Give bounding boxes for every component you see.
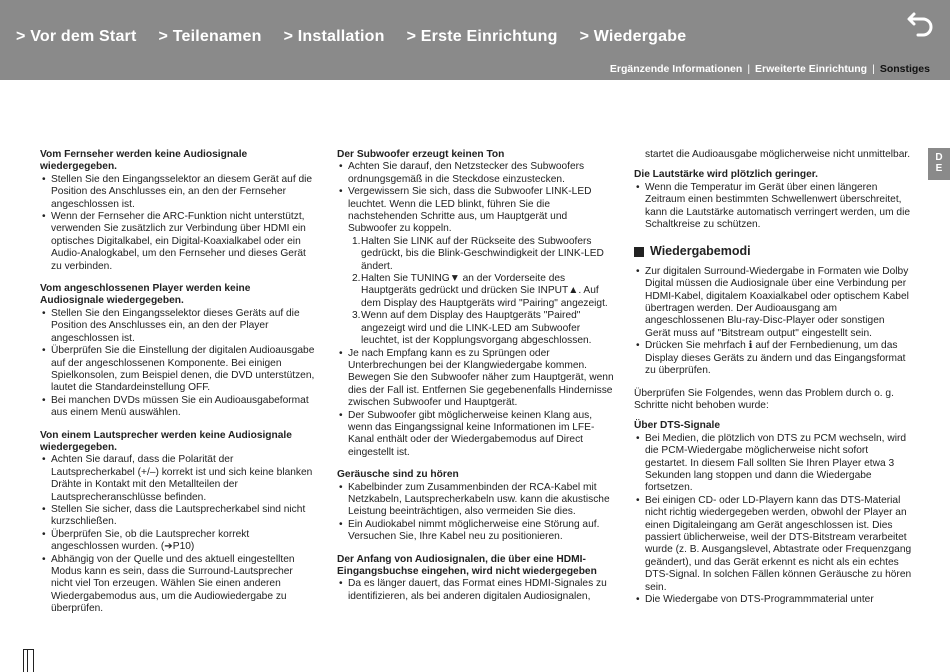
nav-teilenamen[interactable]: > Teilenamen xyxy=(158,28,262,45)
list-item: • Bei manchen DVDs müssen Sie ein Audioausgabeformat aus einem Menü auswählen. xyxy=(40,395,315,420)
list-item: • Achten Sie darauf, dass die Polarität der Lautsprecherkabel (+/–) korrekt ist und sich keine blanken Drähte in Kontakt mit den Metallteilen der Lautsprecheranschlüsse befinden. xyxy=(40,454,315,504)
bullet-list xyxy=(337,161,615,235)
list-item: • Da es länger dauert, das Format eines HDMI-Signales zu identifizieren, als bei anderen digitalen Audiosignalen, xyxy=(337,578,615,603)
page-corner-mark-icon xyxy=(23,649,34,672)
list-item: • Wenn die Temperatur im Gerät über einen längeren Zeitraum einen bestimmten Schwellenwert überschreitet, kann die Lautstärke automatisch verringert werden, um die Schaltkreise zu schützen. xyxy=(634,182,912,232)
list-item: • Bei Medien, die plötzlich von DTS zu PCM wechseln, wird die PCM-Wiedergabe möglicherweise nicht sofort gestartet. In diesem Fall sollten Sie Ihren Player etwa 3 Sekunden lang stoppen und dann die Wiedergabe fortsetzen. xyxy=(634,433,912,495)
list-item: • Stellen Sie den Eingangsselektor an diesem Gerät auf die Position des Anschlusses ein, an den der Fernseher angeschlossen ist. xyxy=(40,174,315,211)
step-text: Halten Sie TUNING▼ an der Vorderseite des Hauptgeräts gedrückt und drücken Sie INPUT▲. Auf dem Display des Hauptgeräts wird "Pairing" angezeigt. xyxy=(361,273,608,309)
section-title-text: Wiedergabemodi xyxy=(650,244,751,259)
section-heading: Über DTS-Signale xyxy=(634,420,721,432)
numbered-steps xyxy=(337,236,615,348)
list-item: • Stellen Sie sicher, dass die Lautsprecherkabel sind nicht kurzschließen. xyxy=(40,504,315,529)
bullet-list xyxy=(40,454,315,615)
bullet-list xyxy=(634,182,912,232)
list-item: • Bei einigen CD- oder LD-Playern kann das DTS-Material nicht richtig wiedergegeben werden, obwohl der Player an einen Digitaleingang am Gerät angeschlossen ist. Dies passiert üblicherweise, weil der DTS-Bitstream verarbeitet wurde (z. B. Ausgangslevel, Abtastrate oder Frequenzgang geändert), und das Gerät erkennt es nicht als ein echtes DTS-Signal. In solchen Fällen können Geräusche zu hören sein. xyxy=(634,495,912,594)
step-item xyxy=(349,273,615,310)
list-item: • Wenn der Fernseher die ARC-Funktion nicht unterstützt, verwenden Sie zusätzlich zur Verbindung über HDMI ein optisches Digitalkabel, ein Digital-Koaxialkabel oder ein Audio-Analogkabel, um den Fernseher und dieses Gerät zu verbinden. xyxy=(40,211,315,273)
nav-vor-dem-start[interactable]: > Vor dem Start xyxy=(16,28,137,45)
language-tab-letter: E xyxy=(935,163,943,174)
step-item xyxy=(349,236,615,273)
list-item: • Stellen Sie den Eingangsselektor dieses Geräts auf die Position des Anschlusses ein, an den der Player angeschlossen ist. xyxy=(40,308,315,345)
continued-text: startet die Audioausgabe möglicherweise nicht unmittelbar. xyxy=(645,149,911,160)
bullet-list xyxy=(40,174,315,273)
sub-nav xyxy=(610,63,930,75)
section-heading: Von einem Lautsprecher werden keine Audiosignale wiedergegeben. xyxy=(40,429,292,453)
subnav-separator: | xyxy=(747,63,751,75)
subnav-sonstiges[interactable]: Sonstiges xyxy=(879,63,930,75)
step-number: 1. xyxy=(352,235,361,247)
section-heading: Vom Fernseher werden keine Audiosignale wiedergegeben. xyxy=(40,149,248,173)
language-tab[interactable] xyxy=(928,148,950,180)
paragraph: Überprüfen Sie Folgendes, wenn das Problem durch o. g. Schritte nicht behoben wurde: xyxy=(634,387,894,411)
nav-wiedergabe[interactable]: > Wiedergabe xyxy=(579,28,687,45)
step-text: Wenn auf dem Display des Hauptgeräts "Paired" angezeigt wird und die LINK-LED am Subwoofer leuchtet, ist der Kopplungsvorgang abgeschlossen. xyxy=(361,310,592,347)
return-arrow-icon[interactable] xyxy=(906,8,936,38)
subnav-ergaenzende-informationen[interactable]: Ergänzende Informationen xyxy=(609,63,743,75)
top-header xyxy=(0,0,950,80)
list-item: • Achten Sie darauf, den Netzstecker des Subwoofers ordnungsgemäß in die Steckdose einzustecken. xyxy=(337,161,615,186)
list-item: • Abhängig von der Quelle und des aktuell eingestellten Modus kann es sein, dass die Surround-Lautsprecher nicht viel Ton erzeugen. Wählen Sie einen anderen Wiedergabemodus aus, um die Audiowiedergabe zu überprüfen. xyxy=(40,554,315,616)
list-item: • Überprüfen Sie die Einstellung der digitalen Audioausgabe auf der angeschlossenen Komponente. Bei einigen Spielkonsolen, zum Beispiel denen, die DVD unterstützen, lautet die Standardeinstellung OFF. xyxy=(40,345,315,395)
section-heading: Geräusche sind zu hören xyxy=(337,469,459,481)
section-title-wiedergabemodi xyxy=(634,245,912,257)
step-number: 3. xyxy=(352,310,361,322)
bullet-list xyxy=(337,482,615,544)
list-item: • Der Subwoofer gibt möglicherweise keinen Klang aus, wenn das Eingangssignal keine Informationen im LFE-Kanal enthält oder der Wiedergabemodus auf Direct eingestellt ist. xyxy=(337,410,615,460)
bullet-list xyxy=(40,308,315,420)
section-heading: Der Subwoofer erzeugt keinen Ton xyxy=(337,149,505,160)
list-item: • Vergewissern Sie sich, dass die Subwoofer LINK-LED leuchtet. Wenn die LED blinkt, führen Sie die nachstehenden Schritte aus, um Hauptgerät und Subwoofer zu koppeln. xyxy=(337,186,615,236)
nav-installation[interactable]: > Installation xyxy=(283,28,385,45)
step-number: 2. xyxy=(352,273,361,285)
list-item: • Drücken Sie mehrfach ℹ auf der Fernbedienung, um das Display dieses Geräts zu ändern und das Eingangsformat zu überprüfen. xyxy=(634,340,912,377)
bullet-list xyxy=(634,433,912,607)
list-item: • Zur digitalen Surround-Wiedergabe in Formaten wie Dolby Digital müssen die Audiosignale über eine Verbindung per HDMI-Kabel, digitalem Koaxialkabel oder optischem Kabel übertragen werden. Der Audioausgang am angeschlossenen Blu-ray-Disc-Player oder sonstigen Gerät muss auf "Bitstream output" eingestellt sein. xyxy=(634,266,912,340)
main-nav xyxy=(16,28,708,46)
list-item: • Kabelbinder zum Zusammenbinden der RCA-Kabel mit Netzkabeln, Lautsprecherkabeln usw. kann die akustische Leistung beeinträchtigen, also vermeiden Sie dies. xyxy=(337,482,615,519)
bullet-list xyxy=(337,348,615,460)
language-tab-letter: D xyxy=(935,152,943,163)
subnav-separator: | xyxy=(872,63,875,75)
list-item: • Ein Audiokabel nimmt möglicherweise eine Störung auf. Versuchen Sie, Ihre Kabel neu zu positionieren. xyxy=(337,519,615,544)
subnav-erweiterte-einrichtung[interactable]: Erweiterte Einrichtung xyxy=(755,63,868,75)
list-item[interactable]: • Überprüfen Sie, ob die Lautsprecher korrekt angeschlossen wurden. (➔P10) xyxy=(40,529,315,554)
column-1 xyxy=(40,149,315,626)
square-bullet-icon xyxy=(634,247,644,257)
step-text: Halten Sie LINK auf der Rückseite des Subwoofers gedrückt, bis die Blink-Geschwindigkeit der LINK-LED ändert. xyxy=(361,235,604,272)
column-2 xyxy=(337,149,615,613)
section-heading: Der Anfang von Audiosignalen, die über eine HDMI-Eingangsbuchse eingehen, wird nicht wiedergegeben xyxy=(337,553,597,577)
bullet-list xyxy=(337,578,615,603)
column-3 xyxy=(634,149,912,616)
bullet-list xyxy=(634,266,912,378)
list-item: • Je nach Empfang kann es zu Sprüngen oder Unterbrechungen bei der Klangwiedergabe kommen. Bewegen Sie den Subwoofer näher zum Hauptgerät, wenn dies der Fall ist. Entfernen Sie gegebenenfalls Hindernisse zwischen Subwoofer und Hauptgerät. xyxy=(337,348,615,410)
step-item xyxy=(349,310,615,347)
section-heading: Die Lautstärke wird plötzlich geringer. xyxy=(634,169,818,181)
section-heading: Vom angeschlossenen Player werden keine Audiosignale wiedergegeben. xyxy=(40,283,251,307)
nav-erste-einrichtung[interactable]: > Erste Einrichtung xyxy=(406,28,558,45)
list-item: • Die Wiedergabe von DTS-Programmmaterial unter xyxy=(634,594,912,606)
